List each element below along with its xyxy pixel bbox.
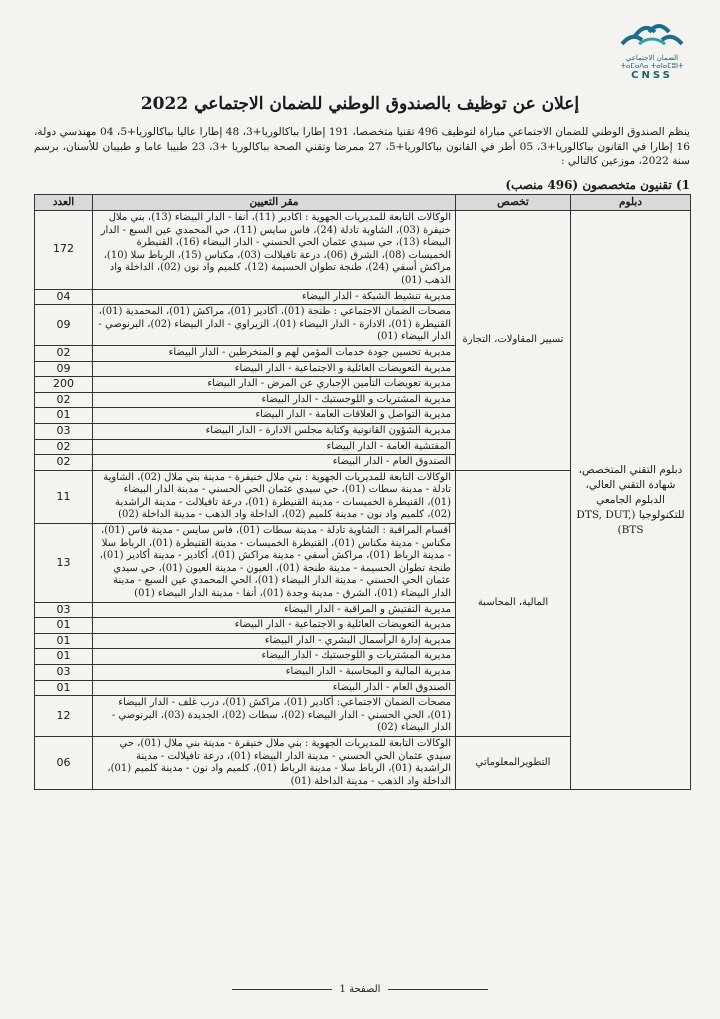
location-cell: مديرية المشتريات و اللوجستيك - الدار البيضاء	[93, 392, 456, 408]
section-title: 1) تقنيون متخصصون (496 منصب)	[505, 178, 690, 192]
location-cell: مصحات الضمان الاجتماعي: أكادير (01)، مراكش (01)، درب غلف - الدار البيضاء (01)، الحي الحسني - الدار البيضاء (02)، سطات (02)، الجديدة (03)، البرنوصي - الدار البيضاء (02)	[93, 696, 456, 737]
table-header-row	[35, 195, 691, 211]
count-cell: 01	[35, 633, 93, 649]
location-cell: مديرية المشتريات و اللوجستيك - الدار البيضاء	[93, 649, 456, 665]
diploma-cell: دبلوم التقني المتخصص، شهادة التقني العالي، الدبلوم الجامعي للتكنولوجيا (DTS, DUT, BTS)	[571, 211, 691, 790]
count-cell: 01	[35, 408, 93, 424]
location-cell: الصندوق العام - الدار البيضاء	[93, 680, 456, 696]
page-number: الصفحة 1	[339, 984, 381, 995]
positions-table	[34, 194, 691, 790]
count-cell: 01	[35, 618, 93, 634]
location-cell: الصندوق العام - الدار البيضاء	[93, 455, 456, 471]
page-title: إعلان عن توظيف بالصندوق الوطني للضمان الاجتماعي 2022	[140, 94, 580, 114]
count-cell: 200	[35, 377, 93, 393]
count-cell: 11	[35, 470, 93, 523]
page-footer	[0, 984, 720, 995]
cnss-emblem-icon	[617, 14, 687, 54]
header-diploma: دبلوم	[571, 195, 691, 211]
location-cell: الوكالات التابعة للمديريات الجهوية : بني ملال خنيفرة - مدينة بني ملال (01)، حي سيدي عثمان الحي الحسني - مدينة الدار البيضاء (01)، درعة تافيلالت - مدينة الراشدية (01)، الرباط سلا - مدينة الرباط (01)، كلميم واد نون - مدينة كلميم (01)، الداخلة واد الذهب - مدينة الداخلة (01)	[93, 736, 456, 789]
specialty-cell: تسيير المقاولات، التجارة	[456, 211, 571, 471]
location-cell: مديرية التعويضات العائلية و الاجتماعية - الدار البيضاء	[93, 618, 456, 634]
count-cell: 02	[35, 455, 93, 471]
count-cell: 03	[35, 602, 93, 618]
header-location: مقر التعيين	[93, 195, 456, 211]
count-cell: 03	[35, 423, 93, 439]
count-cell: 03	[35, 665, 93, 681]
location-cell: مديرية تعويضات التأمين الإجباري عن المرض - الدار البيضاء	[93, 377, 456, 393]
footer-rule	[232, 989, 332, 990]
location-cell: مصحات الضمان الاجتماعي : طنجة (01)، أكادير (01)، مراكش (01)، المحمدية (01)، القنيطرة (01)، الادارة - الدار البيضاء (01)، الزيراوي - الدار البيضاء (02)، البرنوصي - الدار البيضاء (01)	[93, 305, 456, 346]
intro-paragraph: ينظم الصندوق الوطني للضمان الاجتماعي مباراة لتوظيف 496 تقنيا متخصصا، 191 إطارا بباكالوريا+3، 48 إطارا عاليا بباكالوريا+5، 04 مهندسي دولة، 16 إطارا في القانون بباكالوريا+3، 05 أطر في القانون بباكالوريا+5، 27 ممرضا وتقني الصحة بباكالوريا +3، 23 طبيبا عاما و طبيبان للأسنان، برسم سنة 2022، موزعين كالتالي :	[34, 126, 691, 167]
logo-acronym: CNSS	[631, 70, 673, 81]
header-count: العدد	[35, 195, 93, 211]
count-cell: 172	[35, 211, 93, 290]
header-specialty: تخصص	[456, 195, 571, 211]
count-cell: 02	[35, 345, 93, 361]
table-body	[35, 211, 691, 790]
location-cell: مديرية التعويضات العائلية و الاجتماعية - الدار البيضاء	[93, 361, 456, 377]
table-row	[35, 211, 691, 290]
cnss-logo	[606, 14, 698, 92]
location-cell: الوكالات التابعة للمديريات الجهوية : بني ملال خنيفرة - مدينة بني ملال (02)، الشاوية تادلة - مدينة سطات (01)، حي سيدي عثمان الحي الحسني - مدينة الدار البيضاء (01)، القنيطرة الخميسات - مدينة القنيطرة (01)، درعة تافيلالت - مدينة الراشدية (02)، كلميم واد نون - مدينة كلميم (02)، الداخلة واد الذهب - مدينة الداخلة (02)	[93, 470, 456, 523]
location-cell: مديرية المالية و المحاسبة - الدار البيضاء	[93, 665, 456, 681]
count-cell: 02	[35, 439, 93, 455]
count-cell: 06	[35, 736, 93, 789]
location-cell: مديرية تنشيط الشبكة - الدار البيضاء	[93, 289, 456, 305]
footer-rule	[388, 989, 488, 990]
specialty-cell: المالية، المحاسبة	[456, 470, 571, 736]
count-cell: 01	[35, 649, 93, 665]
logo-berber: ⵜⴰⵎⴰⴷⴰ ⵜⴰⵏⴰⵎⵓⵏⵜ	[620, 62, 684, 70]
location-cell: مديرية تحسين جودة خدمات المؤمن لهم و المنخرطين - الدار البيضاء	[93, 345, 456, 361]
specialty-cell: التطويرالمعلوماتي	[456, 736, 571, 789]
logo-arabic: الضمان الاجتماعي	[625, 54, 679, 62]
count-cell: 09	[35, 305, 93, 346]
count-cell: 09	[35, 361, 93, 377]
location-cell: مديرية التواصل و العلاقات العامة - الدار البيضاء	[93, 408, 456, 424]
count-cell: 01	[35, 680, 93, 696]
count-cell: 13	[35, 524, 93, 603]
location-cell: أقسام المراقبة : الشاوية تادلة - مدينة سطات (01)، فاس سايس - مدينة فاس (01)، مكناس - مدينة مكناس (01)، القنيطرة الخميسات - مدينة القنيطرة (01)، الرباط سلا - مدينة الرباط (01)، مراكش أسفي - مدينة مراكش (01)، أكادير - مدينة أكادير (01)، طنجة تطوان الحسيمة - مدينة طنجة (01)، العيون - مدينة العيون (01)، حي سيدي عثمان الحي الحسني - مدينة الدار البيضاء (01)، الحي المحمدي عين السبع - مدينة الدار البيضاء (01)، الشرق - مدينة وجدة (01)، أنفا - مدينة الدار البيضاء (01)	[93, 524, 456, 603]
location-cell: مديرية التفتيش و المراقبة - الدار البيضاء	[93, 602, 456, 618]
location-cell: المفتشية العامة - الدار البيضاء	[93, 439, 456, 455]
count-cell: 12	[35, 696, 93, 737]
count-cell: 02	[35, 392, 93, 408]
location-cell: مديرية إدارة الرأسمال البشري - الدار البيضاء	[93, 633, 456, 649]
count-cell: 04	[35, 289, 93, 305]
location-cell: مديرية الشؤون القانونية وكتابة مجلس الادارة - الدار البيضاء	[93, 423, 456, 439]
location-cell: الوكالات التابعة للمديريات الجهوية : اكادير (11)، أنفا - الدار البيضاء (13)، بني ملال خنيفرة (03)، الشاوية تادلة (24)، فاس سايس (11)، حي المحمدي عين السبع - الدار البيضاء (13)، حي سيدي عثمان الحي الحسني - الدار البيضاء (16)، القنيطرة الخميسات (08)، الشرق (06)، درعة تافيلالت (03)، مكناس (15)، الرباط سلا (10)، مراكش أسفي (24)، طنجة تطوان الحسيمة (12)، كلميم واد نون (02)، الداخلة واد الذهب (01)	[93, 211, 456, 290]
